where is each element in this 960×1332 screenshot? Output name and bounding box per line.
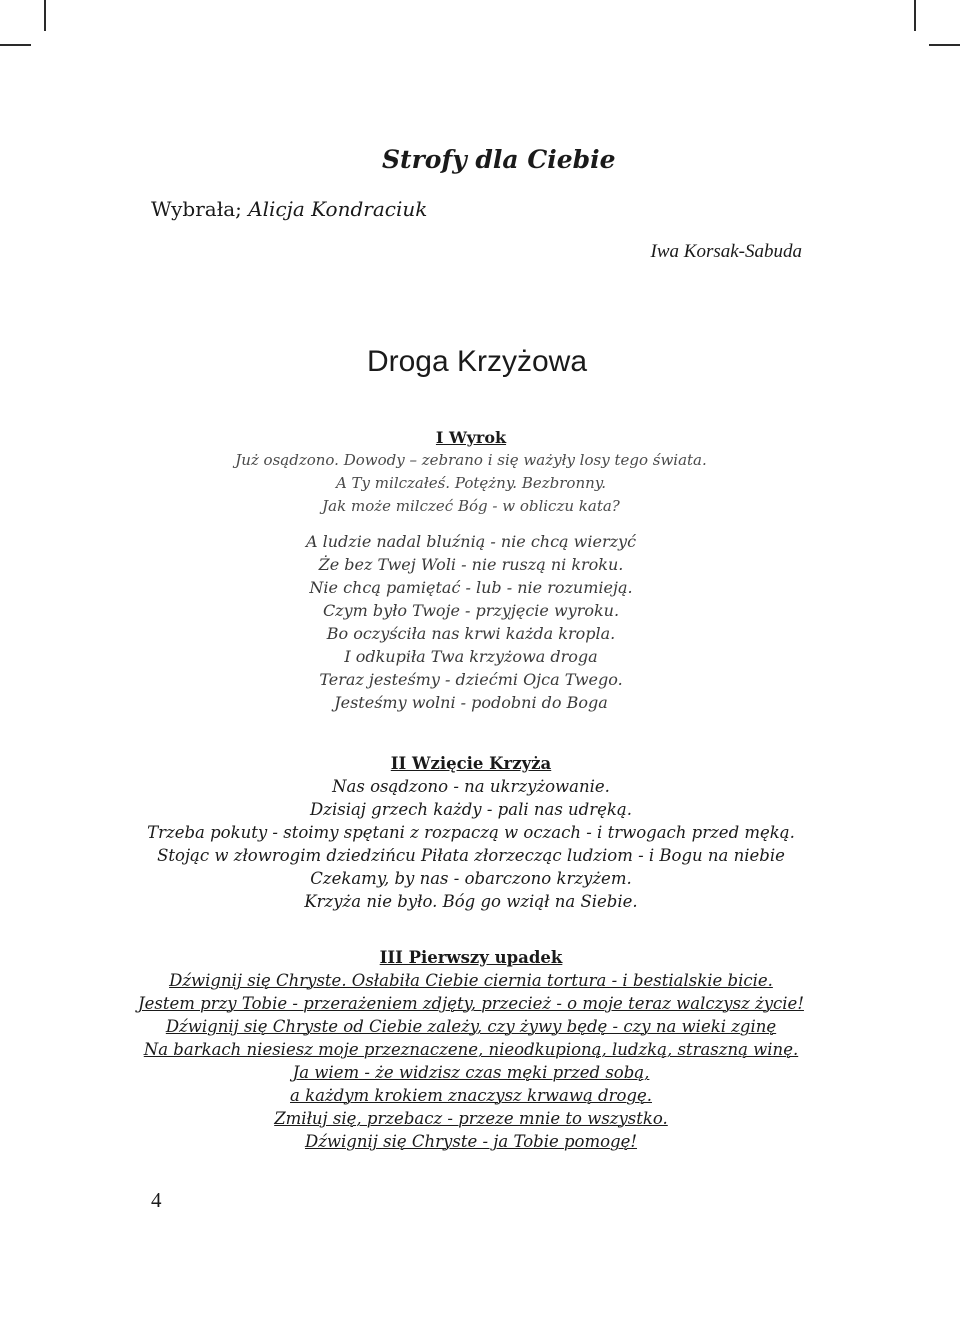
verse-line: Ja wiem - że widzisz czas męki przed sobą, <box>292 1063 650 1082</box>
author-name: Iwa Korsak-Sabuda <box>650 241 802 262</box>
crop-mark <box>44 0 46 31</box>
verse-line: I odkupiła Twa krzyżowa droga <box>344 647 598 666</box>
section-title: II Wzięcie Krzyża <box>390 754 552 773</box>
section-title: I Wyrok <box>435 428 507 447</box>
verse-line: Zmiłuj się, przebacz - przeze mnie to wszystko. <box>274 1109 668 1128</box>
compiler-line <box>151 197 427 221</box>
compiler-name: Alicja Kondraciuk <box>248 197 428 221</box>
verse-line: Że bez Twej Woli - nie ruszą ni kroku. <box>318 555 624 574</box>
verse-line: Jesteśmy wolni - podobni do Boga <box>334 693 608 712</box>
verse-paragraph: Trzeba pokuty - stoimy spętani z rozpaczą w oczach - i trwogach przed męką. Stojąc w złowrogim dziedzińcu Piłata złorzecząc ludziom - i Bogu na niebie Czekamy, by nas - obarczono krzyżem. <box>147 823 795 888</box>
section-title: III Pierwszy upadek <box>379 948 563 967</box>
compiler-label: Wybrała; <box>151 197 242 221</box>
stanza <box>0 530 942 714</box>
verse-line: Na barkach niesiesz moje przeznaczene, nieodkupioną, ludzką, straszną winę. <box>143 1040 799 1059</box>
verse-line: Teraz jesteśmy - dziećmi Ojca Twego. <box>319 670 623 689</box>
verse-line: Nie chcą pamiętać - lub - nie rozumieją. <box>309 578 633 597</box>
verse-line: Krzyża nie było. Bóg go wziął na Siebie. <box>304 892 638 911</box>
verse-line: Jak może milczeć Bóg - w obliczu kata? <box>322 497 620 515</box>
verse-line: Dźwignij się Chryste. Osłabiła Ciebie ciernia tortura - i bestialskie bicie. <box>169 971 773 990</box>
page-number: 4 <box>151 1188 162 1212</box>
crop-mark <box>914 0 916 31</box>
verse-line: Czym było Twoje - przyjęcie wyroku. <box>322 601 620 620</box>
verse-line: Dźwignij się Chryste - ja Tobie pomogę! <box>304 1132 638 1151</box>
crop-mark <box>929 44 960 46</box>
book-title: Strofy dla Ciebie <box>382 145 616 174</box>
verse-line: Już osądzono. Dowody – zebrano i się ważyły losy tego świata. <box>235 451 707 469</box>
section-i <box>0 426 942 714</box>
poem-title: Droga Krzyżowa <box>366 345 588 378</box>
verse-line: a każdym krokiem znaczysz krwawą drogę. <box>290 1086 652 1105</box>
verse-line: Nas osądzono - na ukrzyżowanie. <box>332 777 610 796</box>
verse-line: Dźwignij się Chryste od Ciebie zależy, czy żywy będę - czy na wieki zginę <box>165 1017 777 1036</box>
verse-line: Jestem przy Tobie - przerażeniem zdjęty, przecież - o moje teraz walczysz życie! <box>138 994 804 1013</box>
verse-line: A ludzie nadal bluźnią - nie chcą wierzyć <box>305 532 637 551</box>
section-ii <box>0 752 942 913</box>
section-iii <box>0 946 942 1153</box>
verse-line: Dzisiaj grzech każdy - pali nas udręką. <box>310 800 632 819</box>
crop-mark <box>0 44 31 46</box>
verse-line: Bo oczyściła nas krwi każda kropla. <box>326 624 616 643</box>
verse-line: A Ty milczałeś. Potężny. Bezbronny. <box>335 474 607 492</box>
stanza <box>0 449 942 518</box>
